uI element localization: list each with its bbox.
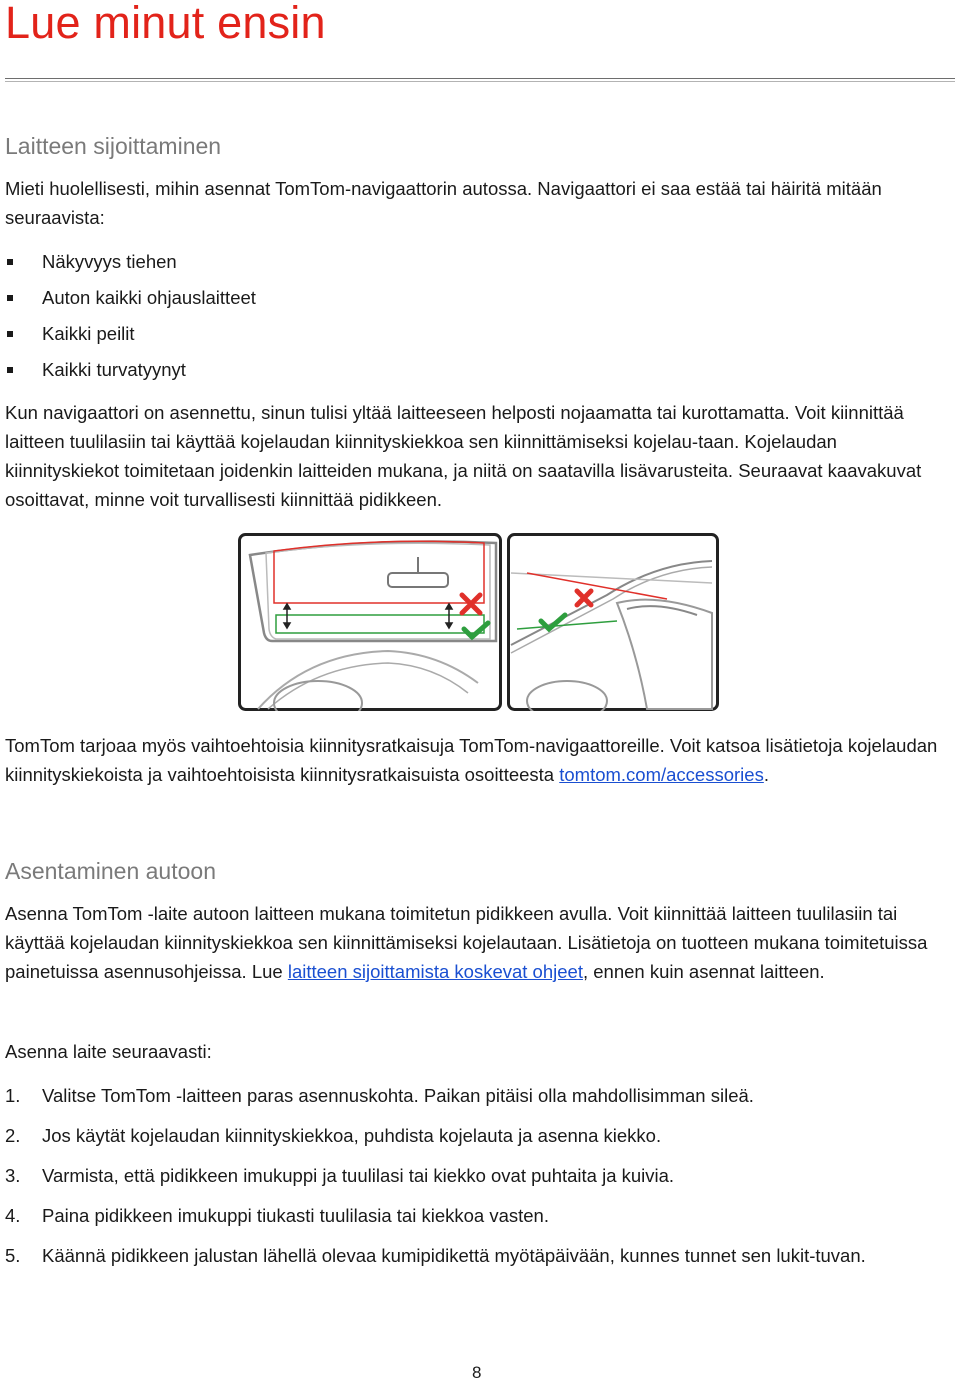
bullet-square-icon <box>7 259 13 265</box>
placement-paragraph: Kun navigaattori on asennettu, sinun tulisi yltää laitteeseen helposti nojaamatta tai kurottamatta. Voit kiinnittää laitteen tuulilasiin tai käyttää kojelaudan kiinnityskiekkoa sen kiinnittämiseksi kojelau-taan. Kojelaudan kiinnityskiekot toimitetaan joidenkin laitteiden mukana, ja niitä on saatavilla lisävarusteita. Seuraavat kaavakuvat osoittavat, minne voit turvallisesti kiinnittää pidikkeen. <box>5 402 922 510</box>
section-heading-install: Asentaminen autoon <box>5 858 216 884</box>
page-title: Lue minut ensin <box>5 0 326 48</box>
placement-instructions-link[interactable]: laitteen sijoittamista koskevat ohjeet <box>287 961 583 982</box>
install-paragraph: Asenna TomTom -laite autoon laitteen mukana toimitetun pidikkeen avulla. Voit kiinnittää laitteen tuulilasiin tai käyttää kojelaudan kiinnityskiekkoa sen kiinnittämiseksi kojelautaan. Lisätietoja on tuotteen mukana toimitetuissa painetuissa asennusohjeissa. Lue laitteen sijoittamista koskevat ohjeet, ennen kuin asennat laitteen. <box>5 903 928 982</box>
placement-intro: Mieti huolellisesti, mihin asennat TomTom-navigaattorin autossa. Navigaattori ei saa estää tai häiritä mitään seuraavista: <box>5 178 882 228</box>
list-item: Kaikki peilit <box>5 319 256 355</box>
bullet-square-icon <box>7 331 13 337</box>
windscreen-front-diagram <box>238 533 502 711</box>
title-divider <box>5 78 955 79</box>
page-number: 8 <box>472 1363 482 1382</box>
list-item: 3. Varmista, että pidikkeen imukuppi ja tuulilasi tai kiekko ovat puhtaita ja kuivia. <box>5 1165 675 1186</box>
list-item: Näkyvyys tiehen <box>5 247 256 283</box>
section-heading-placement: Laitteen sijoittaminen <box>5 133 222 159</box>
install-steps-list <box>5 1081 955 1281</box>
list-item: Kaikki turvatyynyt <box>5 355 256 391</box>
bullet-square-icon <box>7 367 13 373</box>
list-item: Auton kaikki ohjauslaitteet <box>5 283 256 319</box>
placement-bullet-list <box>5 247 256 391</box>
accessories-link[interactable]: tomtom.com/accessories <box>559 764 764 785</box>
title-divider-secondary <box>5 81 955 82</box>
steps-intro: Asenna laite seuraavasti: <box>5 1041 212 1062</box>
list-item: 5. Käännä pidikkeen jalustan lähellä olevaa kumipidikettä myötäpäivään, kunnes tunnet sen lukit-tuvan. <box>5 1245 866 1266</box>
list-item: 2. Jos käytät kojelaudan kiinnityskiekkoa, puhdista kojelauta ja asenna kiekko. <box>5 1125 662 1146</box>
windscreen-side-diagram <box>507 533 719 711</box>
list-item: 4. Paina pidikkeen imukuppi tiukasti tuulilasia tai kiekkoa vasten. <box>5 1205 549 1226</box>
accessories-paragraph: TomTom tarjoaa myös vaihtoehtoisia kiinnitysratkaisuja TomTom-navigaattoreille. Voit katsoa lisätietoja kojelaudan kiinnityskiekoista ja vaihtoehtoisista kiinnitysratkaisuista osoitteesta tomtom.com/accessories. <box>5 735 938 785</box>
list-item: 1. Valitse TomTom -laitteen paras asennuskohta. Paikan pitäisi olla mahdollisimman sileä. <box>5 1085 754 1106</box>
bullet-square-icon <box>7 295 13 301</box>
